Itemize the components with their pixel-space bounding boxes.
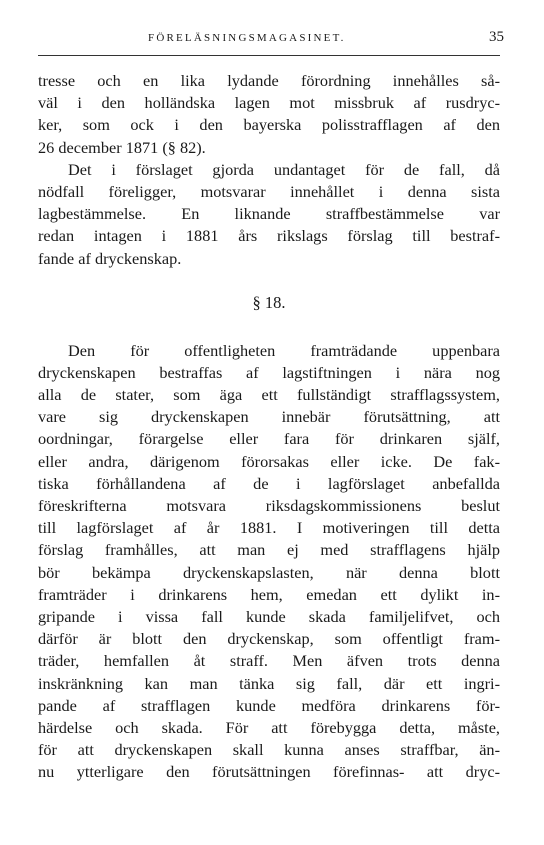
paragraph-2 bbox=[38, 159, 500, 270]
text-line: till lagförslaget af år 1881. I motiveringen till detta bbox=[38, 518, 500, 538]
text-line: framträder i drinkarens hem, emedan ett dylikt in- bbox=[38, 584, 500, 604]
text-line: nu ytterligare den förutsättningen förefinnas- att dryc- bbox=[38, 762, 500, 782]
text-line: 26 december 1871 (§ 82). bbox=[38, 137, 206, 157]
paragraph-3 bbox=[38, 340, 500, 784]
text-line: dryckenskapen bestraffas af lagstiftningen i nära nog bbox=[38, 362, 500, 382]
text-line: för att dryckenskapen skall kunna anses straffbar, än- bbox=[38, 740, 500, 760]
text-line: därför är blott den dryckenskap, som offentligt fram- bbox=[38, 629, 500, 649]
text-line: pande af strafflagen kunde medföra drinkarens för- bbox=[38, 695, 500, 715]
text-line: inskränkning kan man tänka sig fall, där ett ingri- bbox=[38, 673, 500, 693]
text-line: fande af dryckenskap. bbox=[38, 248, 182, 268]
text-line: bör bekämpa dryckenskapslasten, när denna blott bbox=[38, 562, 500, 582]
text-line: vare sig dryckenskapen innebär förutsättning, att bbox=[38, 407, 500, 427]
section-heading: § 18. bbox=[252, 292, 286, 312]
running-head: FÖRELÄSNINGSMAGASINET. bbox=[148, 32, 346, 44]
text-line: väl i den holländska lagen mot missbruk af rusdryc- bbox=[38, 93, 500, 113]
page-header bbox=[38, 28, 504, 50]
paragraph-1 bbox=[38, 70, 500, 159]
text-line: tresse och en lika lydande förordning innehålles så- bbox=[38, 71, 500, 90]
text-line: tiska förhållandena af de i lagförslaget anbefallda bbox=[38, 473, 500, 493]
text-line: ker, som ock i den bayerska polisstrafflagen af den bbox=[38, 115, 500, 135]
header-rule bbox=[38, 55, 500, 56]
text-line: härdelse och skada. För att förebygga detta, måste, bbox=[38, 717, 500, 737]
text-line: eller andra, därigenom förorsakas eller icke. De fak- bbox=[38, 451, 500, 471]
book-page bbox=[38, 28, 504, 783]
text-line: alla de stater, som äga ett fullständigt strafflagssystem, bbox=[38, 385, 500, 405]
text-line: Den för offentligheten framträdande uppenbara bbox=[68, 340, 500, 360]
text-line: gripande i vissa fall kunde skada familjelifvet, och bbox=[38, 606, 500, 626]
page-number: 35 bbox=[489, 29, 504, 45]
text-line: föreskrifterna motsvara riksdagskommissionens beslut bbox=[38, 496, 500, 515]
text-line: förslag framhålles, att man ej med strafflagens hjälp bbox=[38, 540, 500, 560]
text-line: redan intagen i 1881 års rikslags förslag till bestraf- bbox=[38, 226, 500, 246]
text-line: oordningar, förargelse eller fara för drinkaren själf, bbox=[38, 429, 500, 449]
body-text-top bbox=[38, 70, 500, 270]
text-line: Det i förslaget gjorda undantaget för de fall, då bbox=[68, 159, 500, 179]
text-line: nödfall föreligger, motsvarar innehållet i denna sista bbox=[38, 181, 500, 201]
text-line: träder, hemfallen åt straff. Men äfven trots denna bbox=[38, 651, 500, 671]
text-line: lagbestämmelse. En liknande straffbestämmelse var bbox=[38, 204, 500, 224]
